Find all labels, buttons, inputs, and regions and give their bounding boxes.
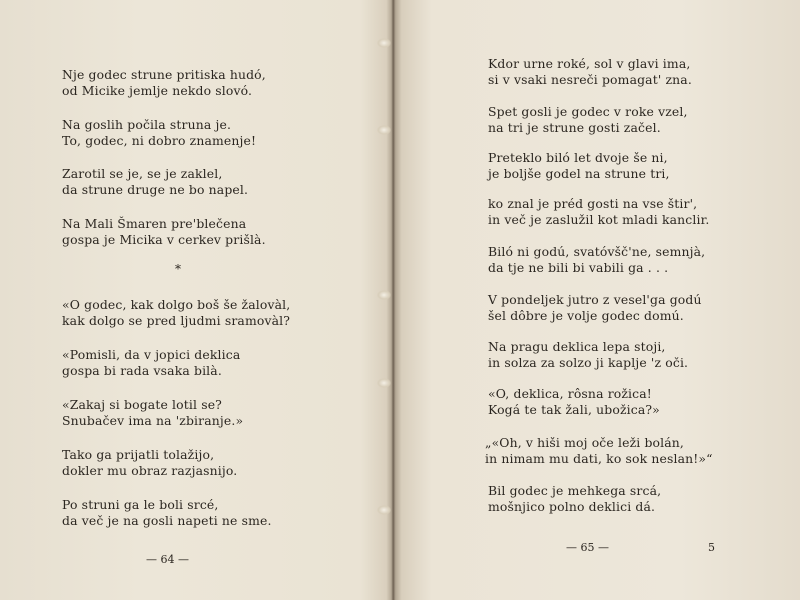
verse-line: Po struni ga le boli srcé, <box>62 497 219 512</box>
stanza <box>62 216 266 248</box>
stanza <box>485 435 713 467</box>
binding-stitch <box>377 505 391 515</box>
verse-line: Biló ni godú, svatóvšč'ne, semnjà, <box>488 244 706 259</box>
verse-line: ko znal je préd gosti na vse štir', <box>488 196 698 211</box>
verse-line: in več je zaslužil kot mladi kanclir. <box>488 212 710 227</box>
verse-line: „«Oh, v hiši moj oče leži bolán, <box>485 435 685 450</box>
left-page <box>0 0 388 600</box>
verse-line: Preteklo biló let dvoje še ni, <box>488 150 668 165</box>
page-number: — 65 — <box>566 541 609 554</box>
verse-line: da več je na gosli napeti ne sme. <box>62 513 272 528</box>
verse-line: si v vsaki nesreči pomagat' zna. <box>488 72 692 87</box>
verse-line: Spet gosli je godec v roke vzel, <box>488 104 688 119</box>
stanza <box>488 196 709 228</box>
right-page <box>400 0 800 600</box>
verse-line: Tako ga prijatli tolažijo, <box>62 447 215 462</box>
verse-line: in nimam mu dati, ko sok neslan!»“ <box>485 451 713 466</box>
verse-line: mošnjico polno deklici dá. <box>488 499 656 514</box>
stanza <box>62 67 266 99</box>
verse-line: To, godec, ni dobro znamenje! <box>62 133 257 148</box>
stanza <box>62 166 248 198</box>
verse-line: na tri je strune gosti začel. <box>488 120 661 135</box>
stanza <box>488 244 705 276</box>
verse-line: «O, deklica, rôsna rožica! <box>488 386 652 401</box>
binding-stitch <box>377 125 391 135</box>
stanza <box>488 292 702 324</box>
verse-line: «Zakaj si bogate lotil se? <box>62 397 222 412</box>
verse-line: da strune druge ne bo napel. <box>62 182 249 197</box>
verse-line: Zarotil se je, se je zaklel, <box>62 166 223 181</box>
verse-line: Na pragu deklica lepa stoji, <box>488 339 666 354</box>
verse-line: dokler mu obraz razjasnijo. <box>62 463 238 478</box>
verse-line: Na Mali Šmaren pre'blečena <box>62 216 247 231</box>
stanza <box>62 497 272 529</box>
stanza <box>488 56 692 88</box>
stanza <box>488 339 688 371</box>
stanza <box>62 447 237 479</box>
verse-line: kak dolgo se pred ljudmi sramovàl? <box>62 313 291 328</box>
stanza <box>62 117 256 149</box>
binding-stitch <box>377 378 391 388</box>
stanza <box>488 150 670 182</box>
stanza <box>62 297 290 329</box>
verse-line: je boljše godel na strune tri, <box>488 166 670 181</box>
page-number: — 64 — <box>146 553 189 566</box>
verse-line: Nje godec strune pritiska hudó, <box>62 67 266 82</box>
verse-line: gospa bi rada vsaka bilà. <box>62 363 222 378</box>
stanza <box>488 483 661 515</box>
verse-line: Kogá te tak žali, ubožica?» <box>488 402 660 417</box>
verse-line: «O godec, kak dolgo boš še žalovàl, <box>62 297 291 312</box>
verse-line: gospa je Micika v cerkev prišlà. <box>62 232 266 247</box>
stanza <box>62 347 240 379</box>
verse-line: V pondeljek jutro z vesel'ga godú <box>488 292 702 307</box>
binding-stitch <box>377 290 391 300</box>
verse-line: od Micike jemlje nekdo slovó. <box>62 83 253 98</box>
verse-line: šel dôbre je volje godec domú. <box>488 308 684 323</box>
verse-line: Kdor urne roké, sol v glavi ima, <box>488 56 691 71</box>
stanza <box>62 397 243 429</box>
verse-line: in solza za solzo ji kaplje 'z oči. <box>488 355 689 370</box>
binding-stitch <box>377 38 391 48</box>
verse-line: «Pomisli, da v jopici deklica <box>62 347 241 362</box>
stanza <box>488 104 688 136</box>
verse-line: da tje ne bili bi vabili ga . . . <box>488 260 669 275</box>
verse-line: Snubačev ima na 'zbiranje.» <box>62 413 244 428</box>
verse-line: Bil godec je mehkega srcá, <box>488 483 662 498</box>
signature-mark: 5 <box>708 541 715 554</box>
verse-line: Na goslih počila struna je. <box>62 117 232 132</box>
section-separator: * <box>175 262 181 276</box>
stanza <box>488 386 660 418</box>
